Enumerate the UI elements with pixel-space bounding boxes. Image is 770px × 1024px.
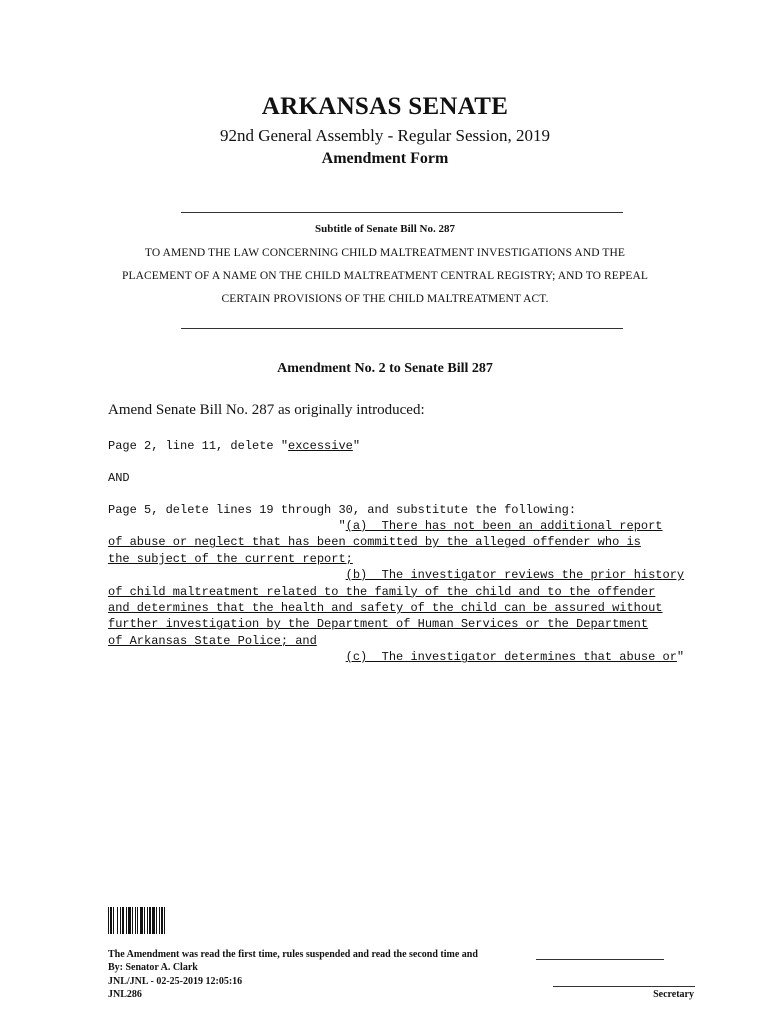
subtitle-line: TO AMEND THE LAW CONCERNING CHILD MALTREATMENT INVESTIGATIONS AND THE: [144, 247, 626, 259]
divider-bottom: [181, 328, 623, 329]
subsection-c-line: (c) The investigator determines that abuse or": [345, 650, 685, 665]
subsection-b-line: and determines that the health and safety of the child can be assured without: [108, 601, 663, 616]
open-quote: ": [338, 519, 346, 533]
instruction-page2: [108, 438, 360, 454]
instruction-text: Page 2, line 11, delete ": [108, 439, 289, 453]
subsection-b-line: (b) The investigator reviews the prior history: [345, 568, 685, 583]
form-name: Amendment Form: [321, 150, 449, 167]
subtitle-line: CERTAIN PROVISIONS OF THE CHILD MALTREATMENT ACT.: [221, 293, 549, 305]
secretary-label: Secretary: [653, 989, 694, 1000]
subsection-a-line: "(a) There has not been an additional report: [338, 519, 663, 533]
subtitle-label: Subtitle of Senate Bill No. 287: [315, 223, 455, 235]
subtitle-line: PLACEMENT OF A NAME ON THE CHILD MALTREATMENT CENTRAL REGISTRY; AND TO REPEAL: [121, 270, 649, 282]
amendment-heading: Amendment No. 2 to Senate Bill 287: [277, 361, 493, 376]
read-statement: The Amendment was read the first time, rules suspended and read the second time and: [108, 949, 478, 960]
page-title: ARKANSAS SENATE: [261, 93, 509, 120]
subsection-b-line: of child maltreatment related to the family of the child and to the offender: [108, 584, 656, 599]
amendment-intro: Amend Senate Bill No. 287 as originally introduced:: [108, 402, 425, 418]
document-id: JNL286: [108, 989, 142, 1000]
subsection-a-line: the subject of the current report;: [108, 551, 353, 566]
subsection-b-line: further investigation by the Department of Human Services or the Department: [108, 617, 649, 632]
instruction-text: ": [352, 439, 361, 453]
instruction-page5: Page 5, delete lines 19 through 30, and substitute the following:: [108, 503, 577, 517]
subsection-b-line: of Arkansas State Police; and: [108, 633, 317, 648]
close-quote: ": [676, 650, 685, 665]
signature-line: [553, 986, 695, 987]
and-separator: AND: [108, 471, 130, 485]
session-line: 92nd General Assembly - Regular Session, 2019: [219, 126, 551, 145]
divider-top: [181, 212, 623, 213]
journal-stamp: JNL/JNL - 02-25-2019 12:05:16: [108, 976, 243, 987]
blank-line: [536, 959, 664, 960]
sponsor: By: Senator A. Clark: [108, 962, 198, 973]
subsection-a-line: of abuse or neglect that has been committed by the alleged offender who is: [108, 535, 641, 550]
substitute-text: [108, 518, 684, 666]
barcode-icon: [108, 907, 200, 934]
deleted-word: excessive: [288, 439, 353, 453]
